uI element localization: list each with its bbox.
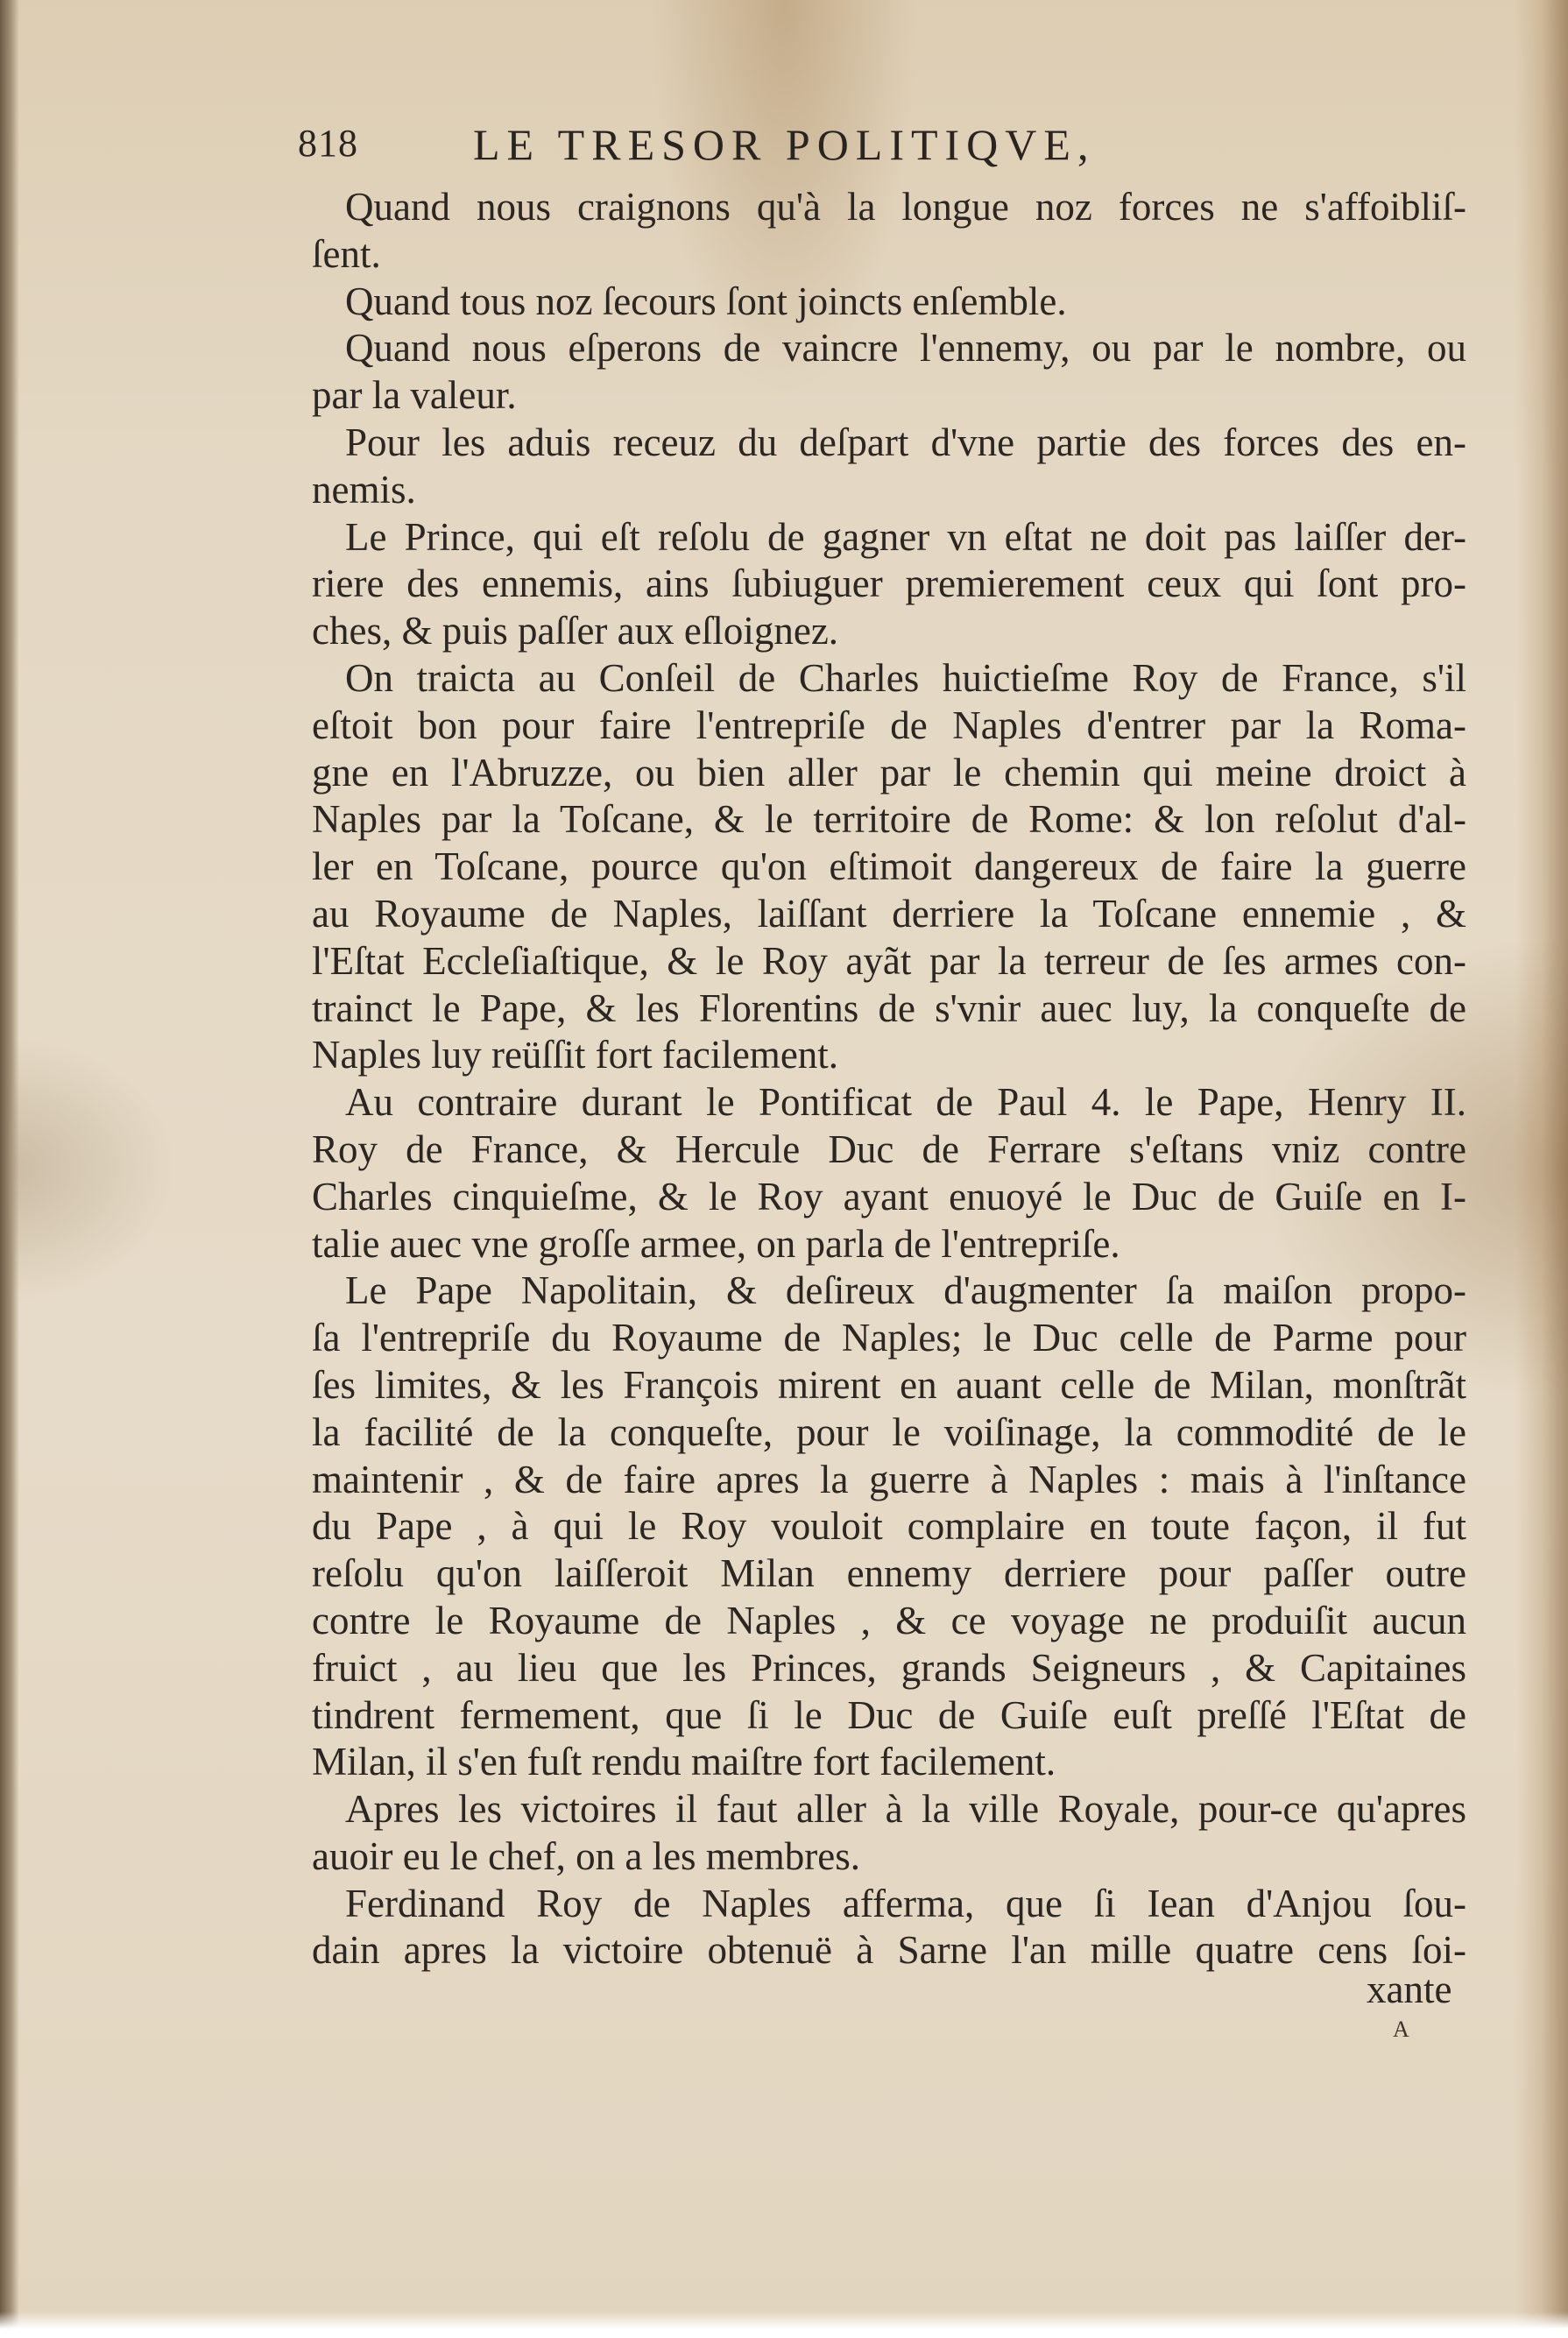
text-line: Quand nous eſperons de vaincre l'ennemy, ou par le nombre, ou (345, 326, 1466, 371)
text-line: ler en Toſcane, pource qu'on eſtimoit dangereux de faire la guerre (312, 844, 1466, 889)
body-text (312, 184, 1466, 1974)
text-line: ſes limites, & les François mirent en auant celle de Milan, monſtrãt (312, 1362, 1466, 1407)
text-line: Pour les aduis receuz du deſpart d'vne partie des forces des en- (345, 420, 1466, 464)
text-line: Le Pape Napolitain, & deſireux d'augmenter ſa maiſon propo- (345, 1268, 1466, 1313)
text-line: ches, & puis paſſer aux eſloignez. (312, 609, 839, 653)
page-header (298, 121, 1472, 173)
text-line: Au contraire durant le Pontificat de Paul 4. le Pape, Henry II. (345, 1080, 1466, 1125)
text-line: talie auec vne groſſe armee, on parla de l'entrepriſe. (312, 1221, 1120, 1266)
text-line: reſolu qu'on laiſſeroit Milan ennemy derriere pour paſſer outre (312, 1551, 1466, 1596)
text-line: au Royaume de Naples, laiſſant derriere la Toſcane ennemie , & (312, 891, 1466, 936)
text-line: nemis. (312, 467, 416, 512)
page-bottom-margin (0, 2312, 1568, 2338)
text-line: trainct le Pape, & les Florentins de s'vnir auec luy, la conqueſte de (312, 985, 1466, 1030)
running-title: LE TRESOR POLITIQVE, (473, 120, 1096, 169)
text-line: par la valeur. (312, 373, 517, 418)
text-line: Quand tous noz ſecours ſont joincts enſemble. (345, 279, 1067, 323)
text-line: ſa l'entrepriſe du Royaume de Naples; le Duc celle de Parme pour (312, 1316, 1466, 1360)
text-line: ſent. (312, 231, 381, 276)
text-line: Naples luy reüſſit fort facilement. (312, 1033, 839, 1077)
text-line: Quand nous craignons qu'à la longue noz forces ne s'affoibliſ- (345, 185, 1466, 229)
text-line: Apres les victoires il faut aller à la ville Royale, pour-ce qu'apres (345, 1787, 1466, 1832)
text-line: fruict , au lieu que les Princes, grands Seigneurs , & Capitaines (312, 1645, 1466, 1690)
page-number: 818 (298, 122, 358, 165)
text-line: gne en l'Abruzze, ou bien aller par le chemin qui meine droict à (312, 750, 1466, 795)
text-line: eſtoit bon pour faire l'entrepriſe de Naples d'entrer par la Roma- (312, 703, 1466, 747)
text-line: auoir eu le chef, on a les membres. (312, 1833, 861, 1878)
page-edge-stain (1515, 0, 1568, 2338)
text-line: l'Eſtat Eccleſiaſtique, & le Roy ayãt par la terreur de ſes armes con- (312, 938, 1466, 983)
text-line: Charles cinquieſme, & le Roy ayant enuoyé le Duc de Guiſe en I- (312, 1174, 1466, 1218)
text-line: tindrent fermement, que ſi le Duc de Guiſe euſt preſſé l'Eſtat de (312, 1692, 1466, 1737)
text-line: contre le Royaume de Naples , & ce voyage ne produiſit aucun (312, 1598, 1466, 1642)
text-line: Le Prince, qui eſt reſolu de gagner vn eſtat ne doit pas laiſſer der- (345, 514, 1466, 559)
text-line: On traicta au Conſeil de Charles huictieſme Roy de France, s'il (345, 655, 1466, 700)
signature-mark: A (1393, 2017, 1409, 2042)
text-line: Milan, il s'en fuſt rendu maiſtre fort facilement. (312, 1740, 1056, 1784)
text-line: Ferdinand Roy de Naples afferma, que ſi Iean d'Anjou ſou- (345, 1881, 1466, 1925)
text-line: du Pape , à qui le Roy vouloit complaire en toute façon, il fut (312, 1504, 1466, 1549)
text-line: dain apres la victoire obtenuë à Sarne l'an mille quatre cens ſoi- (312, 1928, 1466, 1973)
page-gutter-shadow (0, 0, 19, 2338)
text-line: Roy de France, & Hercule Duc de Ferrare s'eſtans vniz contre (312, 1127, 1466, 1171)
text-line: la facilité de la conqueſte, pour le voiſinage, la commodité de le (312, 1409, 1466, 1454)
text-line: Naples par la Toſcane, & le territoire de Rome: & lon reſolut d'al- (312, 797, 1466, 842)
text-line: riere des ennemis, ains ſubiuguer premierement ceux qui ſont pro- (312, 562, 1466, 606)
text-line: maintenir , & de faire apres la guerre à Naples : mais à l'inſtance (312, 1457, 1466, 1501)
catchword: xante (1367, 1967, 1452, 2011)
